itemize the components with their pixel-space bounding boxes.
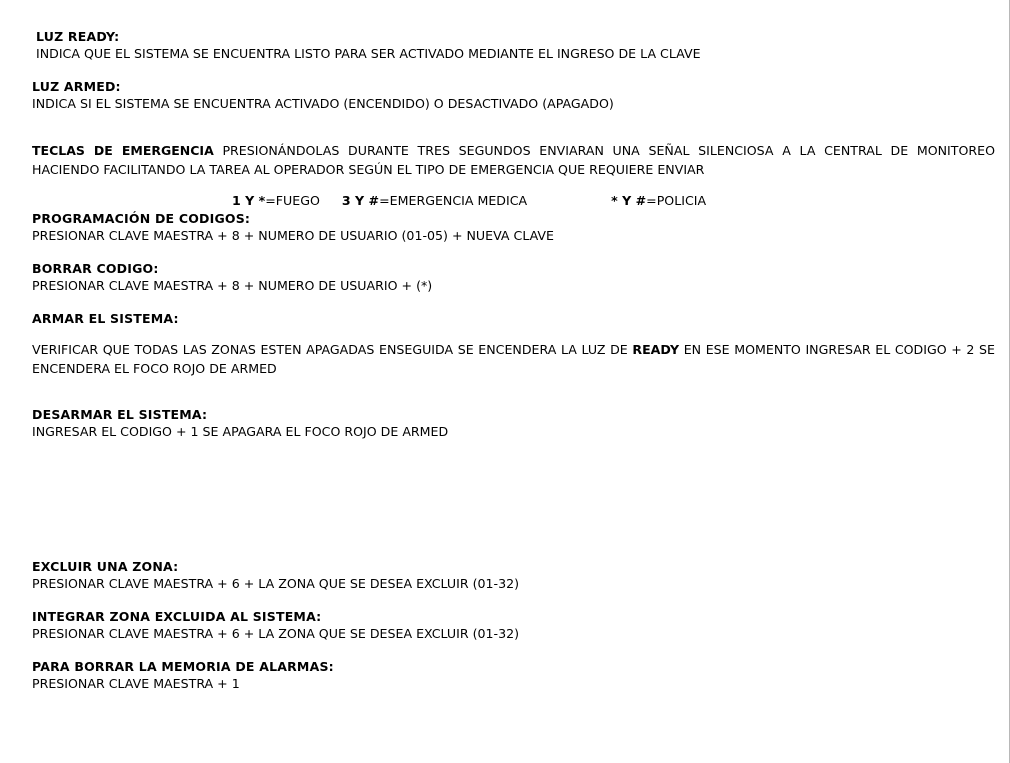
spacer [32, 642, 995, 658]
section-body-luz-ready: INDICA QUE EL SISTEMA SE ENCUENTRA LISTO PARA SER ACTIVADO MEDIANTE EL INGRESO DE LA CLAVE [36, 46, 701, 61]
emergency-key-combo-1: 1 Y * [232, 193, 266, 209]
section-body-armar-sistema [32, 340, 995, 378]
section-integrar-zona [32, 608, 995, 642]
emergency-body: PRESIONÁNDOLAS DURANTE TRES SEGUNDOS ENVIARAN UNA SEÑAL SILENCIOSA A LA CENTRAL DE MONITOREO HACIENDO FACILITANDO LA TAREA AL OPERADOR SEGÚN EL TIPO DE EMERGENCIA QUE REQUIERE ENVIAR [32, 142, 996, 177]
section-teclas-emergencia [32, 141, 995, 211]
section-heading-programacion-codigos: PROGRAMACIÓN DE CODIGOS: [32, 211, 251, 227]
section-body-programacion-codigos: PRESIONAR CLAVE MAESTRA + 8 + NUMERO DE USUARIO (01-05) + NUEVA CLAVE [32, 228, 554, 244]
spacer-large [32, 440, 995, 558]
emergency-keys-row [32, 191, 995, 210]
emergency-paragraph [32, 141, 995, 179]
armar-body-bold: READY [632, 341, 680, 357]
section-body-integrar-zona: PRESIONAR CLAVE MAESTRA + 6 + LA ZONA QUE SE DESEA EXCLUIR (01-32) [32, 626, 520, 642]
emergency-heading: TECLAS DE EMERGENCIA [32, 142, 214, 158]
spacer [32, 62, 995, 78]
section-heading-luz-armed: LUZ ARMED: [32, 79, 121, 94]
section-body-desarmar-sistema: INGRESAR EL CODIGO + 1 SE APAGARA EL FOCO ROJO DE ARMED [32, 424, 449, 440]
spacer [32, 112, 995, 128]
section-heading-armar-sistema: ARMAR EL SISTEMA: [32, 311, 179, 327]
section-programacion-codigos [32, 210, 995, 244]
emergency-key-label-1: =FUEGO [265, 193, 320, 209]
section-borrar-memoria [32, 658, 995, 692]
section-body-luz-armed: INDICA SI EL SISTEMA SE ENCUENTRA ACTIVADO (ENCENDIDO) O DESACTIVADO (APAGADO) [32, 96, 614, 111]
section-heading-desarmar-sistema: DESARMAR EL SISTEMA: [32, 407, 208, 423]
emergency-key-label-2: =EMERGENCIA MEDICA [379, 193, 528, 209]
section-excluir-zona [32, 558, 995, 592]
section-heading-borrar-codigo: BORRAR CODIGO: [32, 261, 159, 277]
section-heading-luz-ready: LUZ READY: [36, 29, 120, 44]
section-borrar-codigo [32, 260, 995, 294]
armar-body-before: VERIFICAR QUE TODAS LAS ZONAS ESTEN APAGADAS ENSEGUIDA SE ENCENDERA LA LUZ DE [32, 341, 633, 357]
emergency-key-combo-3: * Y # [611, 193, 647, 209]
spacer [32, 294, 995, 310]
section-heading-integrar-zona: INTEGRAR ZONA EXCLUIDA AL SISTEMA: [32, 609, 322, 625]
document-content [32, 28, 995, 692]
section-body-excluir-zona: PRESIONAR CLAVE MAESTRA + 6 + LA ZONA QUE SE DESEA EXCLUIR (01-32) [32, 576, 520, 592]
section-luz-ready [32, 28, 995, 62]
section-armar-sistema [32, 310, 995, 378]
section-heading-borrar-memoria: PARA BORRAR LA MEMORIA DE ALARMAS: [32, 659, 334, 675]
emergency-key-combo-2: 3 Y # [341, 193, 380, 209]
spacer [32, 244, 995, 260]
emergency-key-label-3: =POLICIA [646, 193, 707, 209]
section-desarmar-sistema [32, 406, 995, 440]
section-luz-armed [32, 78, 995, 112]
armar-body-after: EN ESE MOMENTO INGRESAR EL CODIGO + 2 SE ENCENDERA EL FOCO ROJO DE ARMED [32, 341, 995, 376]
spacer [32, 390, 995, 406]
spacer [32, 592, 995, 608]
section-body-borrar-codigo: PRESIONAR CLAVE MAESTRA + 8 + NUMERO DE USUARIO + (*) [32, 278, 433, 294]
section-heading-excluir-zona: EXCLUIR UNA ZONA: [32, 559, 179, 575]
section-body-borrar-memoria: PRESIONAR CLAVE MAESTRA + 1 [32, 676, 240, 692]
